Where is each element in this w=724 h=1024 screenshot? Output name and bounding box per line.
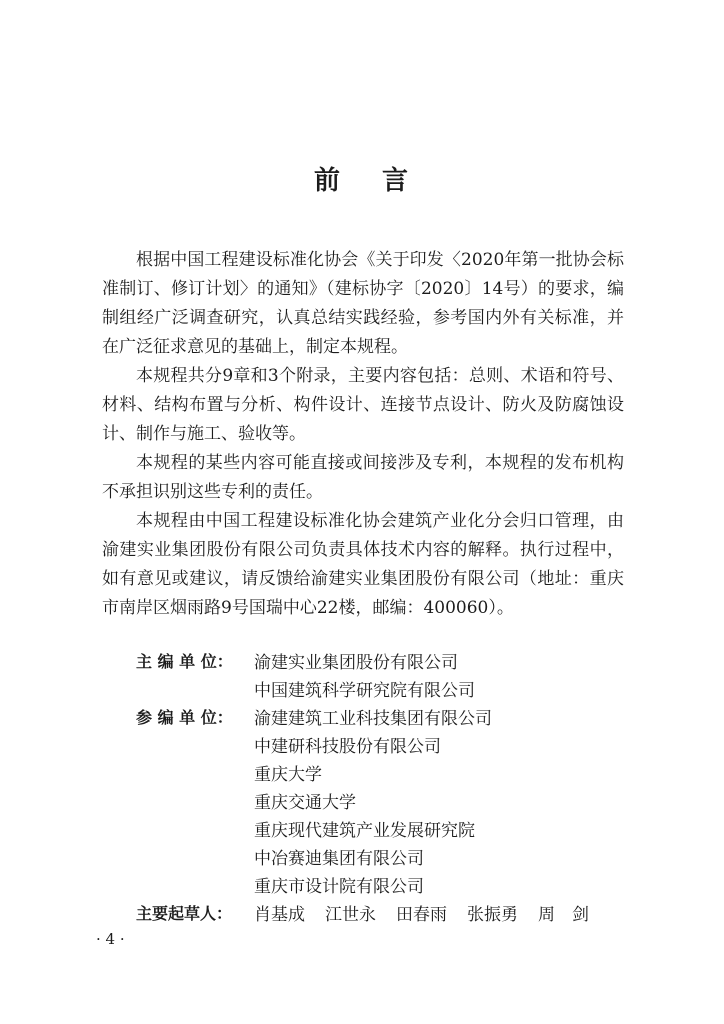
drafter-name: 张振勇 [467, 904, 518, 925]
paragraph-4: 本规程由中国工程建设标准化协会建筑产业化分会归口管理，由渝建实业集团股份有限公司负责具体技术内容的解释。执行过程中，如有意见或建议，请反馈给渝建实业集团股份有限公司（地址：重庆市南岸区烟雨路9号国瑞中心22楼，邮编：400060）。 [102, 511, 624, 618]
drafter-name: 周 剑 [538, 904, 589, 925]
title-char-2: 言 [382, 166, 411, 196]
participating-unit: 中建研科技股份有限公司 [254, 736, 441, 757]
participating-units-label: 参 编 单 位： [136, 707, 233, 727]
participating-unit-row [136, 758, 626, 786]
preface-body [102, 246, 624, 623]
participating-unit-row [136, 730, 626, 758]
drafter-name: 田春雨 [396, 904, 447, 925]
drafter-name: 江世永 [325, 904, 376, 925]
drafters-label: 主要起草人： [136, 903, 233, 923]
drafter-name: 肖基成 [254, 904, 305, 925]
participating-unit-row [136, 814, 626, 842]
paragraph-2: 本规程共分9章和3个附录，主要内容包括：总则、术语和符号、材料、结构布置与分析、构件设计、连接节点设计、防火及防腐蚀设计、制作与施工、验收等。 [102, 366, 624, 444]
participating-unit-row [136, 870, 626, 898]
drafters-row [136, 898, 626, 926]
participating-unit: 重庆交通大学 [254, 792, 356, 813]
participating-unit-row [136, 842, 626, 870]
participating-unit: 重庆大学 [254, 764, 322, 785]
participating-unit: 中冶赛迪集团有限公司 [254, 848, 424, 869]
chief-units-label: 主 编 单 位： [136, 651, 233, 671]
paragraph-1: 根据中国工程建设标准化协会《关于印发〈2020年第一批协会标准制订、修订计划〉的通知》（建标协字〔2020〕14号）的要求，编制组经广泛调查研究，认真总结实践经验，参考国内外有关标准，并在广泛征求意见的基础上，制定本规程。 [102, 250, 624, 357]
paragraph-3: 本规程的某些内容可能直接或间接涉及专利，本规程的发布机构不承担识别这些专利的责任。 [102, 453, 624, 502]
title-char-1: 前 [313, 166, 342, 196]
participating-unit: 重庆现代建筑产业发展研究院 [254, 820, 475, 841]
participating-unit: 渝建建筑工业科技集团有限公司 [254, 708, 492, 729]
chief-unit: 中国建筑科学研究院有限公司 [254, 680, 475, 701]
units-section [136, 646, 626, 926]
page-title [0, 160, 724, 197]
page-number: · 4 · [96, 930, 125, 948]
participating-unit: 重庆市设计院有限公司 [254, 876, 424, 897]
chief-unit-row [136, 674, 626, 702]
chief-unit: 渝建实业集团股份有限公司 [254, 652, 458, 673]
participating-unit-row [136, 786, 626, 814]
chief-unit-row [136, 646, 626, 674]
participating-unit-row [136, 702, 626, 730]
